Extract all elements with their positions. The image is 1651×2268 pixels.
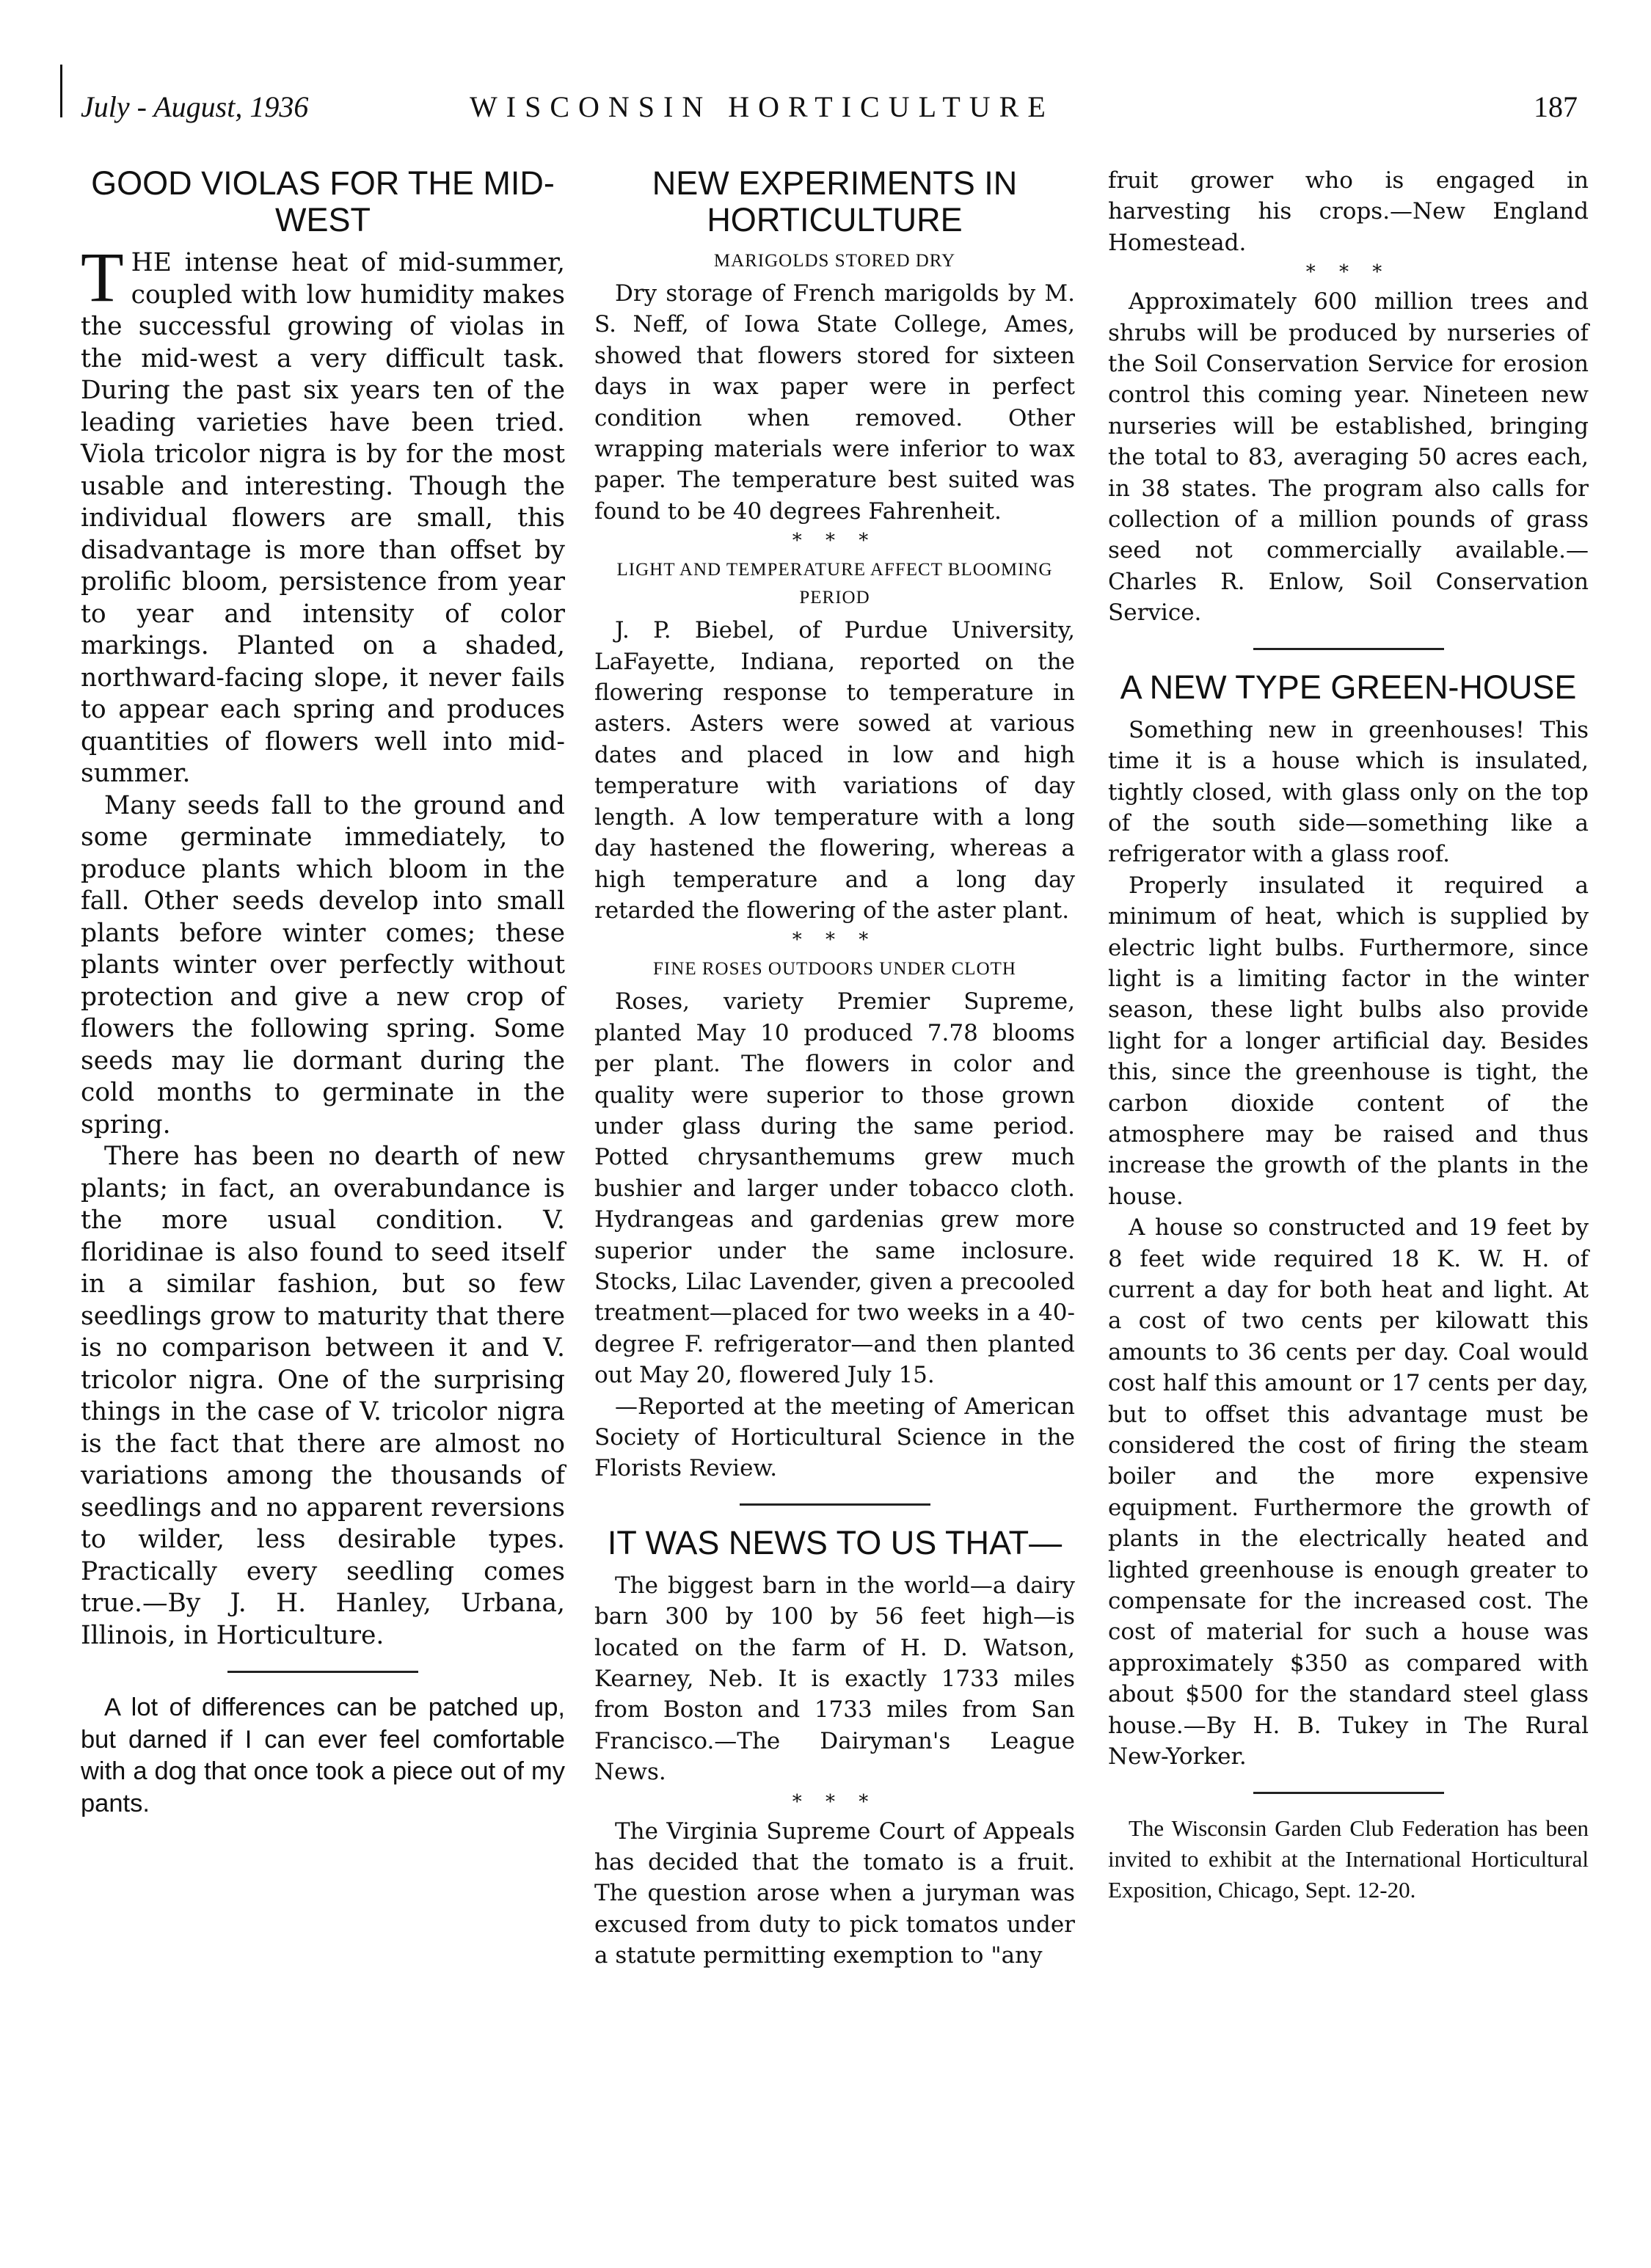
article-paragraph: Approximately 600 million trees and shrubs will be produced by nurseries of the Soil Conservation Service for erosion control this coming year. Nineteen new nurseries will be established, bringing the total to 83, averaging 50 acres each, in 38 states. The program also calls for collection of a million pounds of grass seed not commercially available.—Charles R. Enlow, Soil Conservation Service. (1108, 288, 1589, 627)
article-paragraph: Dry storage of French marigolds by M. S. Neff, of Iowa State College, Ames, showed that flowers stored for sixteen days in wax paper were in perfect condition when removed. Other wrapping materials were inferior to wax paper. The temperature best suited was found to be 40 degrees Fahrenheit. (594, 280, 1075, 525)
column-3 (1108, 165, 1589, 1906)
section-divider (1253, 648, 1444, 650)
article-paragraph (81, 238, 565, 790)
subhead-marigolds: MARIGOLDS STORED DRY (713, 251, 956, 271)
article-paragraph: Something new in greenhouses! This time it is a house which is insulated, tightly closed, with glass only on the top of the south side—something like a refrigerator with a glass roof. (1108, 716, 1589, 868)
issue-date: July - August, 1936 (81, 90, 309, 123)
article-paragraph: J. P. Biebel, of Purdue University, LaFayette, Indiana, reported on the flowering response to temperature in asters. Asters were sowed at various dates and placed in low and high temperature with variations of day length. A low temperature with a long day hastened the flowering, whereas a high temperature and a long day retarded the flowering of the aster plant. (594, 617, 1075, 924)
separator-stars: * * * (792, 929, 878, 952)
article-paragraph: fruit grower who is engaged in harvesting his crops.—New England Homestead. (1108, 167, 1589, 256)
article-paragraph: Many seeds fall to the ground and some germinate immediately, to produce plants which bloom in the fall. Other seeds develop into small plants before winter comes; these plants winter over perfectly without protection and give a new crop of flowers the following spring. Some seeds may lie dormant during the cold months to germinate in the spring. (81, 790, 565, 1140)
filler-note-dog: A lot of differences can be patched up, but darned if I can ever feel comfortable with a dog that once took a piece out of my pants. (81, 1693, 565, 1817)
article-title-news: IT WAS NEWS TO US THAT— (607, 1523, 1063, 1561)
article-paragraph: A house so constructed and 19 feet by 8 feet wide required 18 K. W. H. of current a day for both heat and light. At a cost of two cents per kilowatt this amounts to 36 cents per day. Coal would cost half this amount or 17 cents per day, but to offset this advantage must be considered the cost of firing the steam boiler and the more expensive equipment. Furthermore the growth of plants in the electrically heated and lighted greenhouse is enough greater to compensate for the increased cost. The cost of material for such a house was approximately $350 as compared with about $500 for the standard steel glass house.—By H. B. Tukey in The Rural New-Yorker. (1108, 1214, 1589, 1771)
subhead-light-temperature: LIGHT AND TEMPERATURE AFFECT BLOOMING PERIOD (616, 560, 1053, 608)
article-paragraph: The biggest barn in the world—a dairy barn 300 by 100 by 56 feet high—is located on the farm of H. D. Watson, Kearney, Neb. It is exactly 1733 miles from Boston and 1733 miles from San Francisco.—The Dairyman's League News. (594, 1572, 1075, 1786)
article-paragraph: There has been no dearth of new plants; in fact, an overabundance is the more usual condition. V. floridinae is also found to seed itself in a similar fashion, but so few seedlings grow to maturity that there is no comparison between it and V. tricolor nigra. One of the surprising things in the case of V. tricolor nigra is the fact that there are almost no variations among the thousands of seedlings and no apparent reversions to wilder, less desirable types. Practically every seedling comes true.—By J. H. Hanley, Urbana, Illinois, in Horticulture. (81, 1142, 565, 1650)
article-title-greenhouse: A NEW TYPE GREEN-HOUSE (1120, 668, 1577, 706)
article-title-violas: GOOD VIOLAS FOR THE MID-WEST (91, 164, 555, 238)
journal-title: WISCONSIN HORTICULTURE (470, 90, 1054, 123)
separator-stars: * * * (792, 530, 878, 553)
article-title-experiments: NEW EXPERIMENTS IN HORTICULTURE (652, 164, 1018, 238)
section-divider (1253, 1792, 1444, 1794)
page-number: 187 (1534, 90, 1578, 123)
section-divider (740, 1503, 930, 1506)
section-divider (227, 1671, 418, 1673)
column-1 (81, 165, 565, 1820)
filler-note-garden-club: The Wisconsin Garden Club Federation has been invited to exhibit at the International Horticultural Exposition, Chicago, Sept. 12-20. (1108, 1815, 1589, 1903)
drop-cap: T (81, 238, 124, 316)
article-paragraph: Roses, variety Premier Supreme, planted May 10 produced 7.78 blooms per plant. The flowers in color and quality were superior to those grown under glass during the same period. Potted chrysanthemums grew much bushier and larger under tobacco cloth. Hydrangeas and gardenias grew more superior under the same inclosure. Stocks, Lilac Lavender, given a precooled treatment—placed for two weeks in a 40-degree F. refrigerator—and then planted out May 20, flowered July 15. (594, 988, 1075, 1389)
article-paragraph: —Reported at the meeting of American Society of Horticultural Science in the Florists Review. (594, 1393, 1075, 1482)
separator-stars: * * * (792, 1790, 878, 1813)
separator-stars: * * * (1305, 261, 1391, 284)
paragraph-text: HE intense heat of mid-summer, coupled with low humidity makes the successful growing of violas in the mid-west a very difficult task. During the past six years ten of the leading varieties have been tried. Viola tricolor nigra is by for the most usable and interesting. Though the individual flowers are small, this disadvantage is more than offset by prolific bloom, persistence from year to year and intensity of color markings. Planted on a shaded, northward-facing slope, it never fails to appear each spring and produces quantities of flowers well into mid-summer. (81, 248, 565, 788)
page-header (81, 90, 1578, 134)
article-paragraph: Properly insulated it required a minimum of heat, which is supplied by electric light bulbs. Furthermore, since light is a limiting factor in the winter season, these light bulbs also provide light for a longer artificial day. Besides this, since the greenhouse is tight, the carbon dioxide content of the atmosphere may be raised and thus increase the growth of the plants in the house. (1108, 872, 1589, 1210)
subhead-roses: FINE ROSES OUTDOORS UNDER CLOTH (653, 959, 1016, 980)
margin-rule (60, 65, 62, 117)
column-2 (594, 165, 1075, 1972)
article-paragraph: The Virginia Supreme Court of Appeals has decided that the tomato is a fruit. The question arose when a juryman was excused from duty to pick tomatos under a statute permitting exemption to "any (594, 1817, 1075, 1969)
